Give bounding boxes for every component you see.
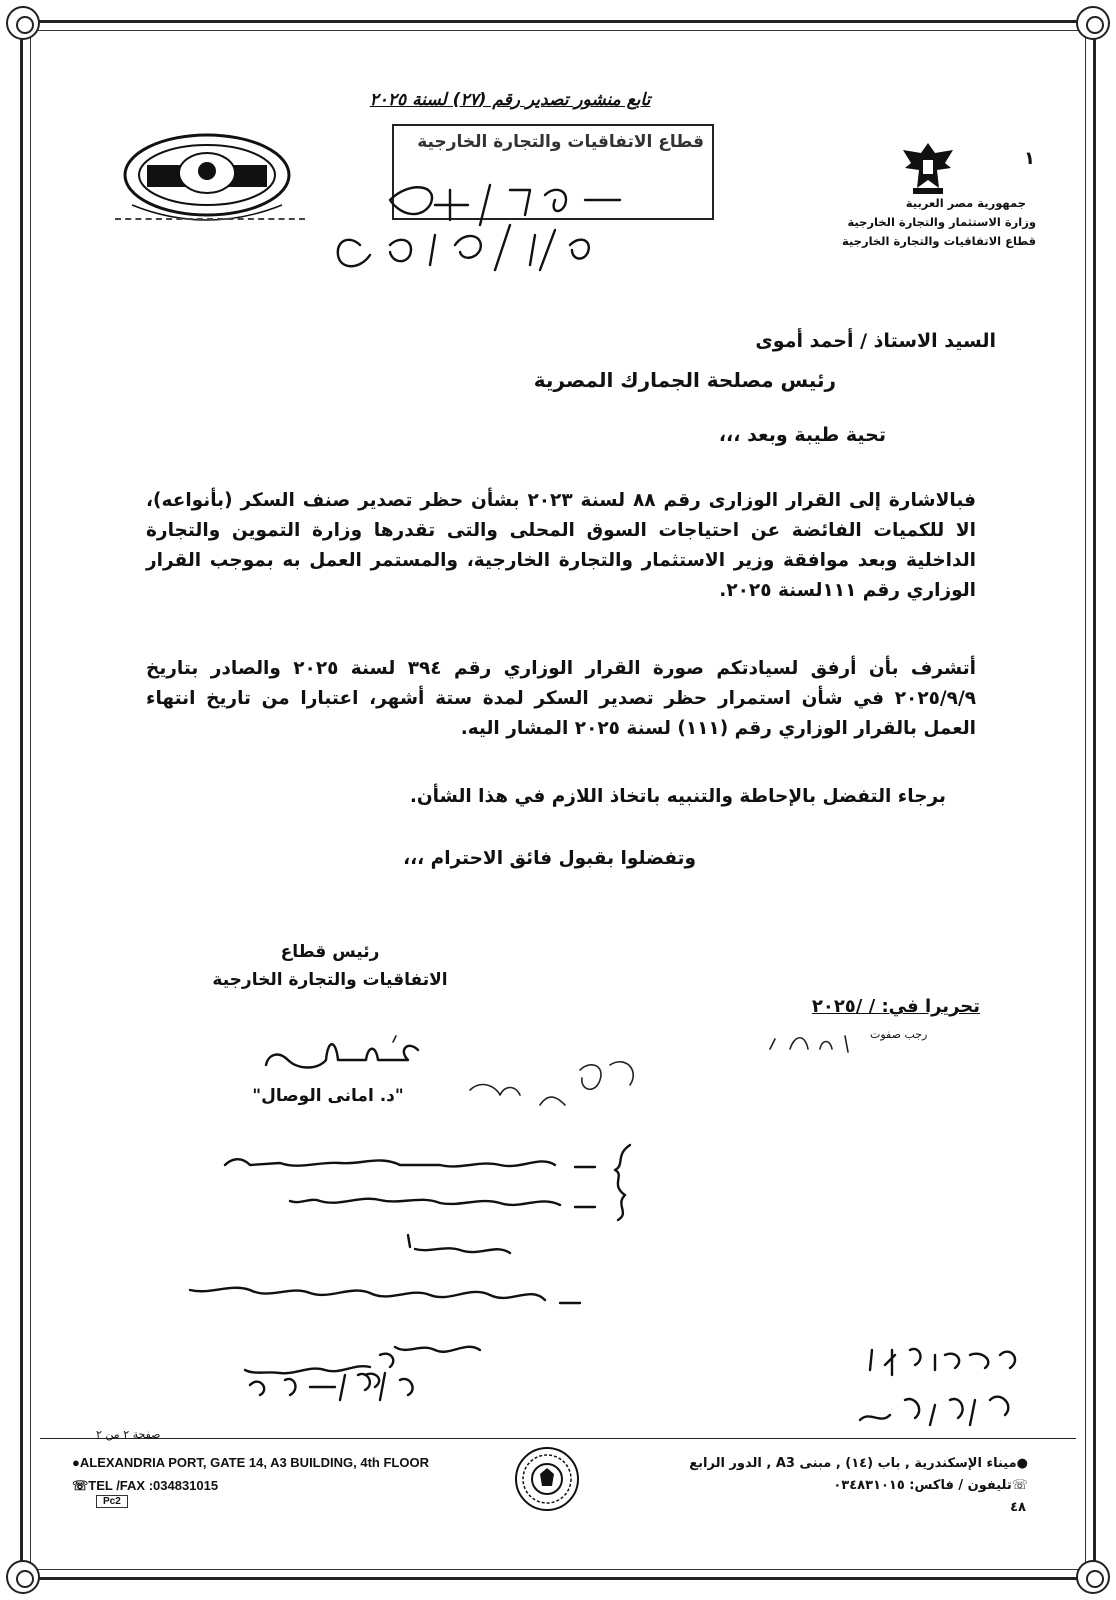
customs-authority-logo [112, 125, 302, 225]
greeting: تحية طيبة وبعد ،،، [718, 424, 886, 446]
egypt-eagle-icon [893, 138, 963, 198]
footer-address-ar: ●ميناء الإسكندرية , باب (١٤) , مبنى A3 , الدور الرابع [689, 1456, 1028, 1471]
corner-ornament [6, 1560, 40, 1594]
footer-address-en: ●ALEXANDRIA PORT, GATE 14, A3 BUILDING, 4th FLOOR [72, 1455, 429, 1470]
request-text: برجاء التفضل بالإحاطة والتنبيه باتخاذ اللازم في هذا الشأن. [409, 786, 946, 807]
page-number: صفحة ٢ من ٢ [96, 1428, 161, 1441]
footer-divider [40, 1438, 1076, 1439]
written-date-sub: رجب صفوت [870, 1028, 928, 1041]
circular-title: تابع منشور تصدير رقم (٢٧) لسنة ٢٠٢٥ [369, 90, 651, 110]
addressee-name: السيد الاستاذ / أحمد أموى [755, 330, 996, 352]
addressee-title: رئيس مصلحة الجمارك المصرية [533, 368, 836, 392]
handwritten-signature [258, 1030, 428, 1080]
signatory-name: "د. امانى الوصال" [252, 1086, 404, 1106]
footer-seal-logo [512, 1444, 582, 1514]
footer-code-box: Pc2 [96, 1495, 128, 1508]
corner-ornament [6, 6, 40, 40]
written-date: تحريرا في: / /٢٠٢٥ [811, 996, 980, 1017]
handwritten-registration-note [850, 1330, 1030, 1440]
body-paragraph-1: فبالاشارة إلى القرار الوزارى رقم ٨٨ لسنة ٢٠٢٣ بشأن حظر تصدير صنف السكر (بأنواعه)، الا للكميات الفائضة عن احتياجات السوق المحلى والتى تقدرها وزارة التموين والتجارة الداخلية وبعد موافقة وزير الاستثمار والتجارة الخارجية، والمستمر العمل به بموجب القرار الوزاري رقم ١١١لسنة ٢٠٢٥. [146, 490, 976, 601]
corner-ornament [1076, 1560, 1110, 1594]
handwritten-initials [440, 1050, 670, 1120]
corner-ornament [1076, 6, 1110, 40]
footer-page-code: ٤٨ [1010, 1500, 1026, 1515]
ministry-line: قطاع الاتفاقيات والتجارة الخارجية [842, 234, 1036, 248]
location-pin-icon: ● [72, 1455, 80, 1470]
handwritten-date-name [760, 1024, 870, 1064]
handwritten-registration-number [330, 160, 730, 280]
ministry-line: وزارة الاستثمار والتجارة الخارجية [847, 215, 1036, 229]
footer-tel-en: ☏TEL /FAX :034831015 [72, 1478, 219, 1493]
footer-tel-ar: ☏تليفون / فاكس: ٠٣٤٨٣١٠١٥ [833, 1478, 1028, 1493]
body-paragraph-2: أتشرف بأن أرفق لسيادتكم صورة القرار الوزاري رقم ٣٩٤ لسنة ٢٠٢٥ والصادر بتاريخ ٢٠٢٥/٩/٩ في شأن استمرار حظر تصدير السكر لمدة ستة أشهر، اعتبارا من تاريخ انتهاء العمل بالقرار الوزاري رقم (١١١) لسنة ٢٠٢٥ المشار اليه. [146, 658, 976, 739]
phone-icon: ☏ [1011, 1478, 1028, 1493]
logo-underline [115, 218, 305, 220]
ministry-header [816, 194, 1036, 251]
signature-title-1: رئيس قطاع [280, 942, 380, 962]
closing-text: وتفضلوا بقبول فائق الاحترام ،،، [403, 848, 696, 869]
page-mark: ١ [1024, 148, 1035, 169]
location-pin-icon: ● [1016, 1456, 1028, 1471]
signature-title-2: الاتفاقيات والتجارة الخارجية [212, 970, 448, 990]
handwritten-date-bottom [240, 1345, 430, 1405]
phone-icon: ☏ [72, 1478, 89, 1493]
ministry-line: جمهورية مصر العربية [905, 196, 1026, 210]
stamp-title: قطاع الاتفاقيات والتجارة الخارجية [417, 132, 704, 152]
